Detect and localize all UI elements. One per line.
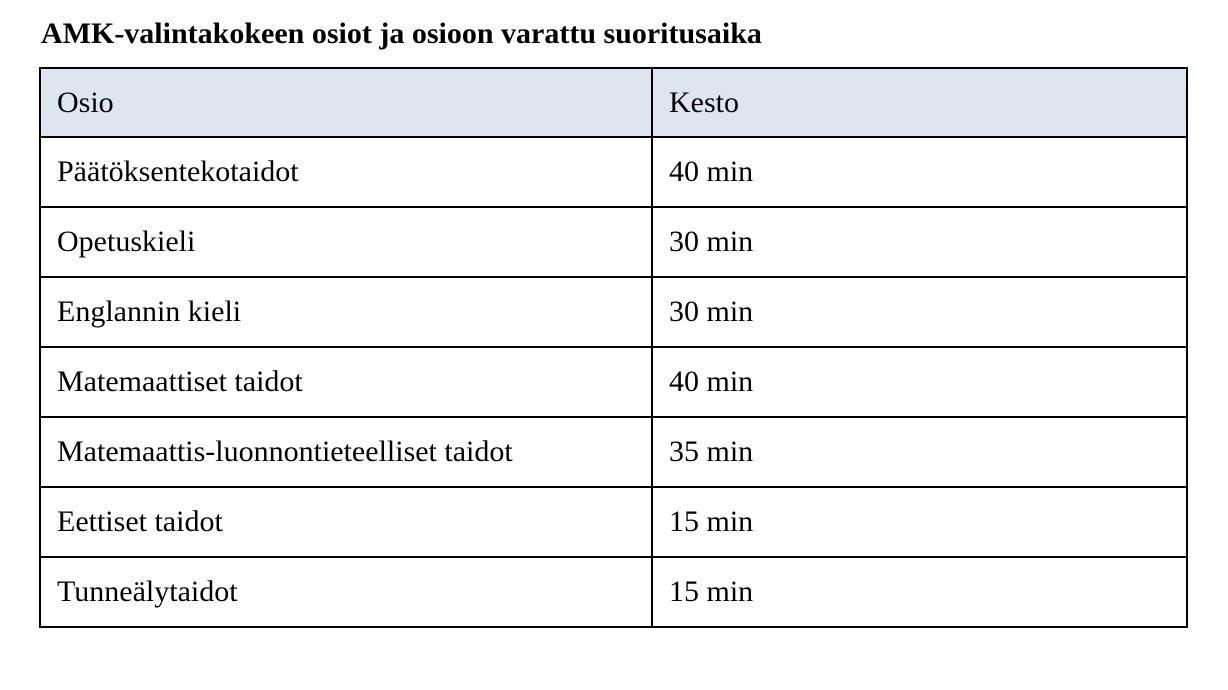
section-cell: Päätöksentekotaidot: [40, 137, 652, 207]
document-title: AMK-valintakokeen osiot ja osioon varattu suoritusaika: [41, 17, 762, 50]
section-cell: Eettiset taidot: [40, 487, 652, 557]
duration-cell: 40 min: [652, 347, 1187, 417]
duration-cell: 30 min: [652, 207, 1187, 277]
duration-cell: 35 min: [652, 417, 1187, 487]
section-cell: Tunneälytaidot: [40, 557, 652, 627]
duration-table: [39, 67, 1188, 628]
header-duration: Kesto: [652, 68, 1187, 137]
section-cell: Matemaattis-luonnontieteelliset taidot: [40, 417, 652, 487]
section-cell: Englannin kieli: [40, 277, 652, 347]
table-row: [40, 137, 1187, 207]
table-row: [40, 347, 1187, 417]
table-row: [40, 207, 1187, 277]
table-row: [40, 487, 1187, 557]
table-row: [40, 277, 1187, 347]
header-section: Osio: [40, 68, 652, 137]
table-header-row: [40, 68, 1187, 137]
table-row: [40, 557, 1187, 627]
table-row: [40, 417, 1187, 487]
duration-cell: 30 min: [652, 277, 1187, 347]
section-cell: Opetuskieli: [40, 207, 652, 277]
section-cell: Matemaattiset taidot: [40, 347, 652, 417]
duration-cell: 40 min: [652, 137, 1187, 207]
duration-cell: 15 min: [652, 487, 1187, 557]
duration-cell: 15 min: [652, 557, 1187, 627]
